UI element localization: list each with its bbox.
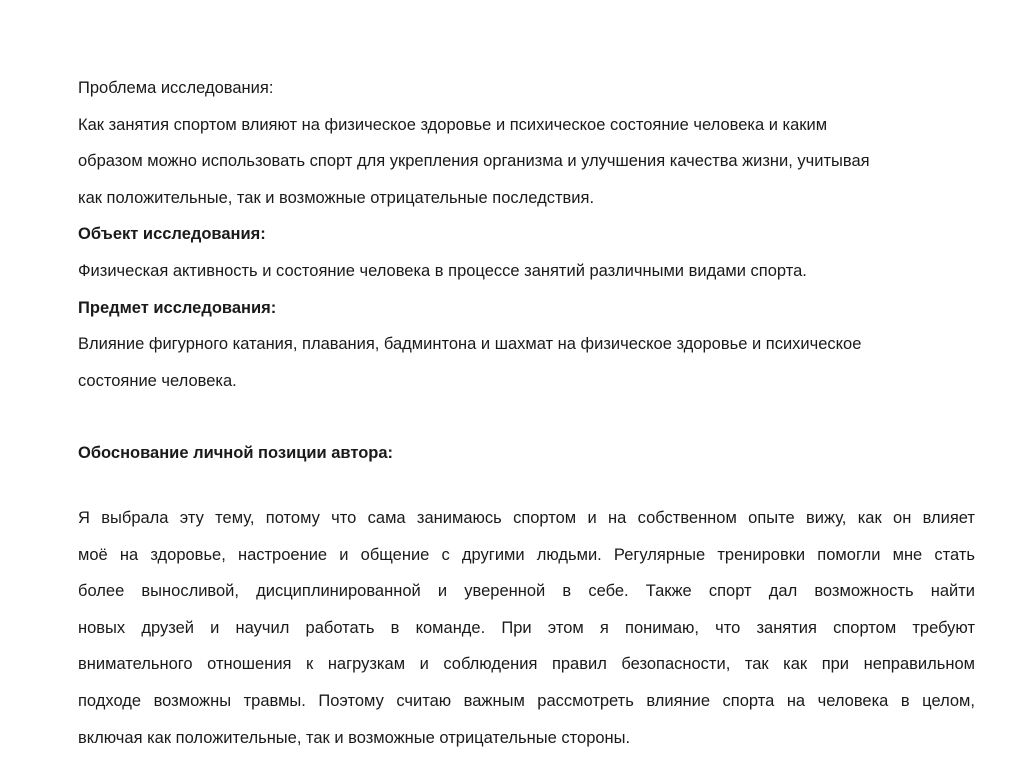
problem-line: образом можно использовать спорт для укрепления организма и улучшения качества жизни, учитывая xyxy=(78,152,870,171)
problem-line: как положительные, так и возможные отрицательные последствия. xyxy=(78,188,595,207)
subject-section xyxy=(78,290,975,400)
problem-line: Как занятия спортом влияют на физическое здоровье и психическое состояние человека и каким xyxy=(78,115,828,134)
justification-heading: Обоснование личной позиции автора: xyxy=(78,444,394,463)
subject-heading: Предмет исследования: xyxy=(78,298,277,317)
spacer xyxy=(78,399,975,435)
justification-line: подходе возможны травмы. Поэтому считаю важным рассмотреть влияние спорта на человека в целом, xyxy=(78,691,975,710)
object-line: Физическая активность и состояние человека в процессе занятий различными видами спорта. xyxy=(78,261,807,280)
object-heading: Объект исследования: xyxy=(78,225,266,244)
justification-line: более выносливой, дисциплинированной и уверенной в себе. Также спорт дал возможность найти xyxy=(78,582,975,601)
justification-line: внимательного отношения к нагрузкам и соблюдения правил безопасности, так как при неправильном xyxy=(78,655,975,674)
justification-line: моё на здоровье, настроение и общение с другими людьми. Регулярные тренировки помогли мне стать xyxy=(78,545,975,564)
subject-line: состояние человека. xyxy=(78,371,237,390)
justification-section xyxy=(78,435,975,756)
problem-section xyxy=(78,70,975,216)
spacer xyxy=(78,472,975,500)
justification-line: Я выбрала эту тему, потому что сама занимаюсь спортом и на собственном опыте вижу, как он влияет xyxy=(78,508,975,527)
subject-line: Влияние фигурного катания, плавания, бадминтона и шахмат на физическое здоровье и психическое xyxy=(78,335,862,354)
justification-line: включая как положительные, так и возможные отрицательные стороны. xyxy=(78,728,631,747)
object-section xyxy=(78,216,975,289)
problem-heading: Проблема исследования: xyxy=(78,79,274,97)
justification-line: новых друзей и научил работать в команде. При этом я понимаю, что занятия спортом требуют xyxy=(78,618,975,637)
document-page xyxy=(78,70,975,756)
